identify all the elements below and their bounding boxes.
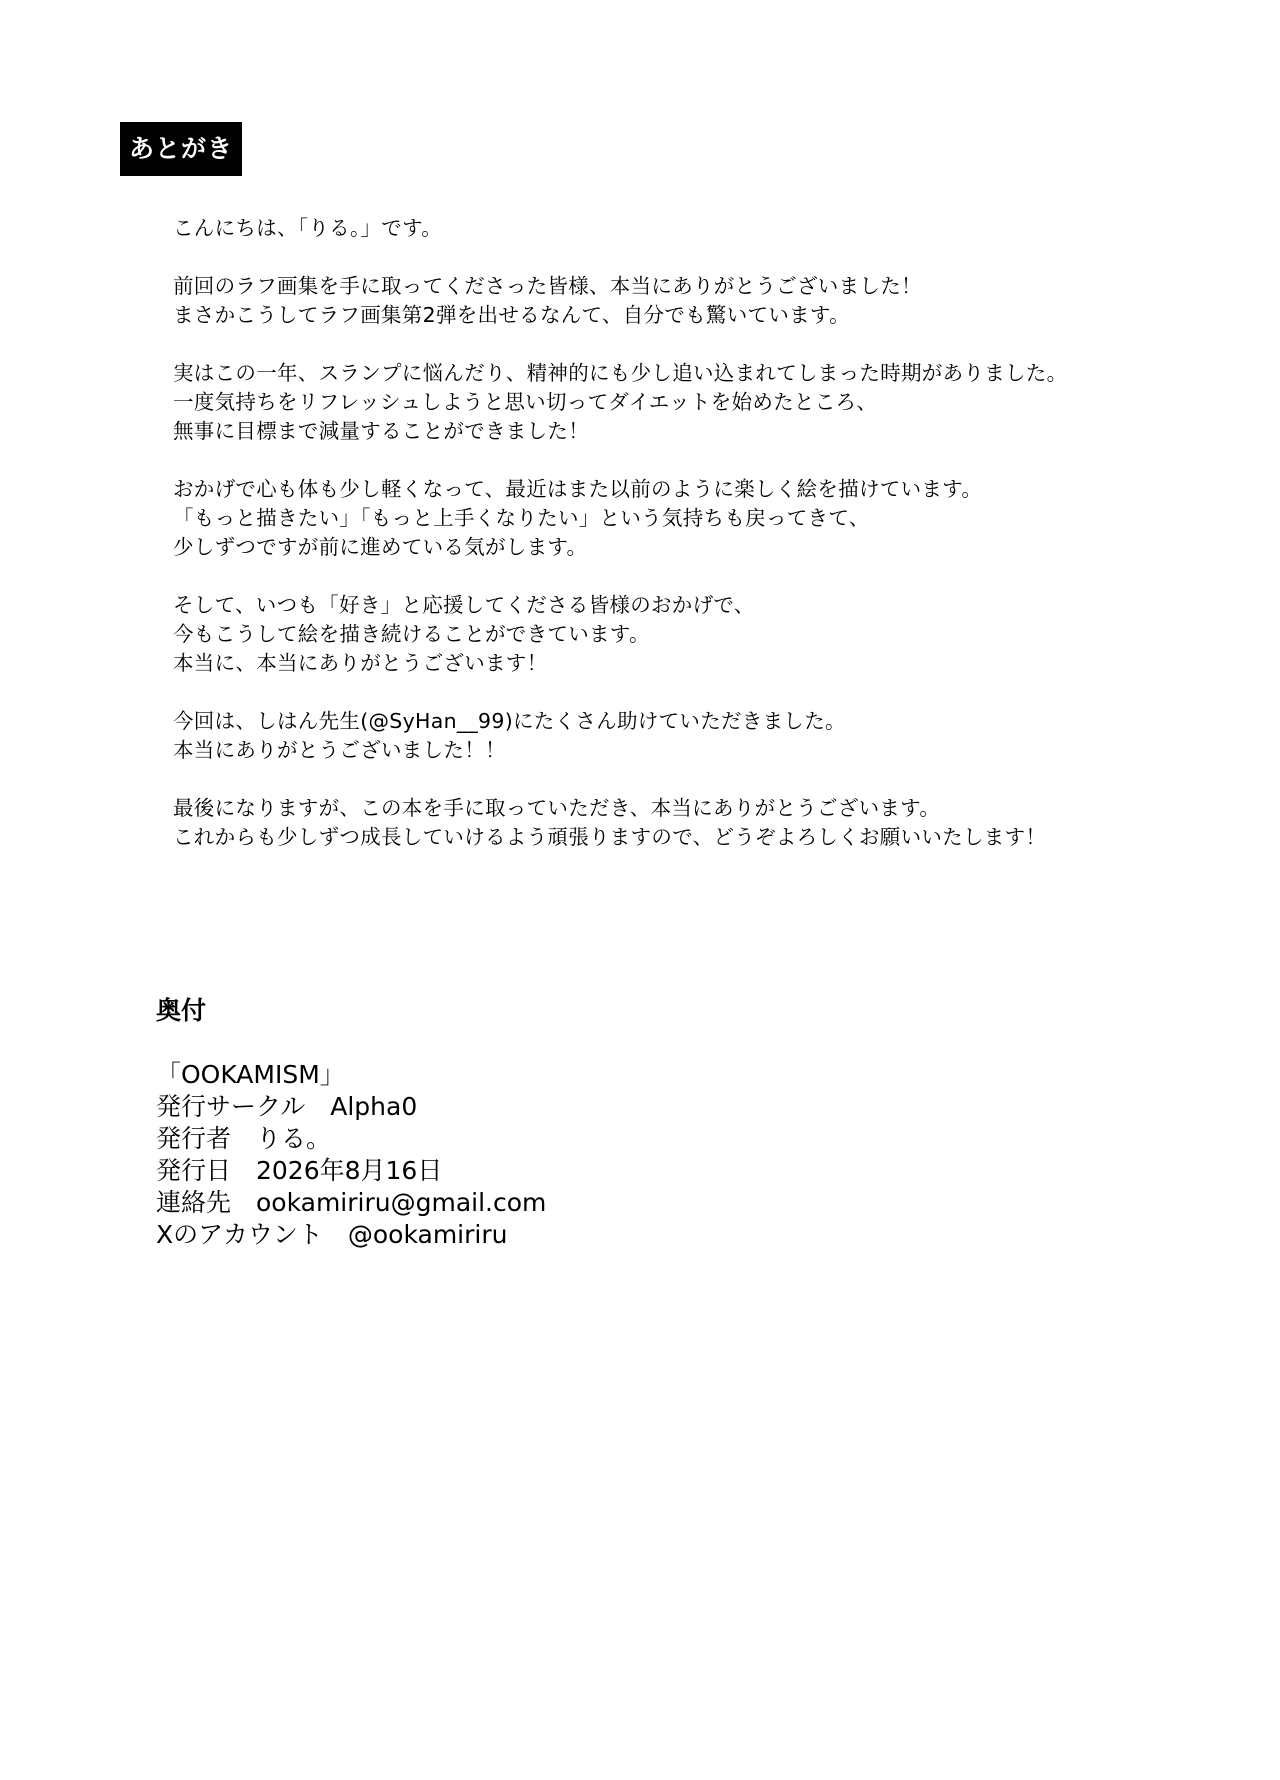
afterword-line: 実はこの一年、スランプに悩んだり、精神的にも少し追い込まれてしまった時期がありました。 bbox=[173, 361, 1068, 385]
afterword-line: 最後になりますが、この本を手に取っていただき、本当にありがとうございます。 bbox=[173, 796, 941, 820]
colophon-publish-date: 発行日 2026年8月16日 bbox=[156, 1156, 443, 1185]
afterword-paragraph-credits bbox=[173, 707, 1173, 765]
afterword-line: 今回は、しはん先生(@SyHan__99)にたくさん助けていただきました。 bbox=[173, 709, 846, 733]
afterword-line: そして、いつも「好き」と応援してくださる皆様のおかげで、 bbox=[173, 593, 755, 617]
afterword-line: 本当にありがとうございました！！ bbox=[173, 738, 506, 762]
colophon bbox=[156, 995, 856, 1251]
colophon-x-account: Xのアカウント @ookamiriru bbox=[156, 1220, 508, 1249]
afterword-line: おかげで心も体も少し軽くなって、最近はまた以前のように楽しく絵を描けています。 bbox=[173, 477, 983, 501]
afterword-line: 今もこうして絵を描き続けることができています。 bbox=[173, 622, 650, 646]
afterword-paragraph-slump bbox=[173, 359, 1173, 446]
afterword-line: 「もっと描きたい」「もっと上手くなりたい」という気持ちも戻ってきて、 bbox=[173, 506, 870, 530]
afterword-paragraph-support bbox=[173, 591, 1173, 678]
afterword-line: こんにちは、「りる。」です。 bbox=[173, 216, 443, 240]
afterword-line: これからも少しずつ成長していけるよう頑張りますので、どうぞよろしくお願いいたします！ bbox=[173, 825, 1047, 849]
afterword-body bbox=[173, 214, 1173, 881]
afterword-paragraph-thanks bbox=[173, 272, 1173, 330]
colophon-contact: 連絡先 ookamiriru@gmail.com bbox=[156, 1188, 547, 1217]
afterword-line: 前回のラフ画集を手に取ってくださった皆様、本当にありがとうございました！ bbox=[173, 274, 922, 298]
afterword-line: 無事に目標まで減量することができました！ bbox=[173, 419, 589, 443]
afterword-line: 少しずつですが前に進めている気がします。 bbox=[173, 535, 588, 559]
colophon-publisher: 発行者 りる。 bbox=[156, 1124, 332, 1153]
colophon-circle: 発行サークル Alpha0 bbox=[156, 1092, 418, 1121]
afterword-paragraph-closing bbox=[173, 794, 1173, 852]
afterword-heading: あとがき bbox=[120, 122, 242, 176]
colophon-title: 奥付 bbox=[156, 996, 207, 1025]
afterword-line: 一度気持ちをリフレッシュしようと思い切ってダイエットを始めたところ、 bbox=[173, 390, 878, 414]
afterword-paragraph-greeting bbox=[173, 214, 1173, 243]
colophon-book-title: 「OOKAMISM」 bbox=[156, 1060, 345, 1089]
afterword-line: まさかこうしてラフ画集第2弾を出せるなんて、自分でも驚いています。 bbox=[173, 303, 850, 327]
afterword-line: 本当に、本当にありがとうございます！ bbox=[173, 651, 548, 675]
afterword-paragraph-recovery bbox=[173, 475, 1173, 562]
